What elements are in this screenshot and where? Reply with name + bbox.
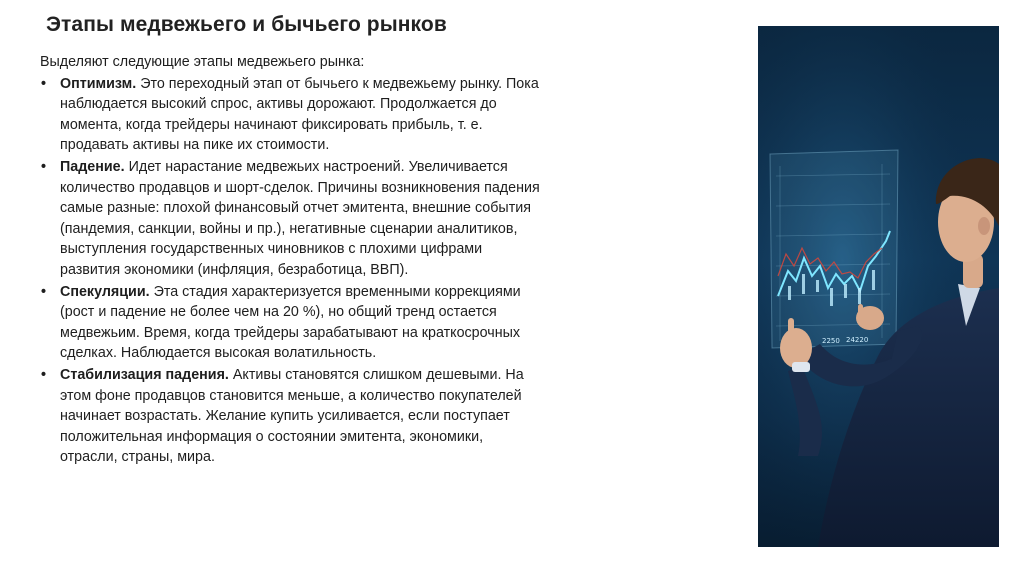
- stage-text: Эта стадия характеризуется временными коррекциями (рост и падение не более чем на 20 %), но общий тренд остается медвежьим. Время, когда трейдеры зарабатывают на краткосрочных сделках. Наблюдается высокая волатильность.: [60, 283, 521, 362]
- stage-term: Оптимизм.: [60, 75, 137, 92]
- list-item: [40, 74, 540, 156]
- stage-text: Это переходный этап от бычьего к медвежьему рынку. Пока наблюдается высокий спрос, активы дорожают. Продолжается до момента, когда трейдеры начинают фиксировать прибыль, т. е. продавать активы на пике их стоимости.: [60, 75, 539, 154]
- businessman-touch-chart-photo: [758, 26, 999, 547]
- slide-title: Этапы медвежьего и бычьего рынков: [46, 13, 447, 36]
- stage-text: Идет нарастание медвежьих настроений. Увеличивается количество продавцов и шорт-сделок. Причины возникновения падения самые разные: плохой финансовый отчет эмитента, внешние события (пандемия, санкции, войны и пр.), негативные сценарии аналитиков, выступления государственных чиновников с плохими цифрами развития экономики (инфляция, безработица, ВВП).: [60, 158, 540, 278]
- intro-text: Выделяют следующие этапы медвежьего рынка:: [40, 54, 365, 70]
- bullet-icon: •: [41, 366, 47, 383]
- bullet-icon: •: [41, 75, 47, 92]
- list-item: [40, 157, 540, 281]
- stages-list: [40, 74, 540, 468]
- stage-term: Падение.: [60, 158, 125, 175]
- list-item: [40, 282, 540, 364]
- screen-label-right: 24220: [846, 336, 869, 344]
- bullet-icon: •: [41, 283, 47, 300]
- stage-term: Стабилизация падения.: [60, 366, 229, 383]
- stage-term: Спекуляции.: [60, 283, 150, 300]
- photo-illustration: [758, 26, 999, 547]
- bullet-icon: •: [41, 158, 47, 175]
- content-block: [40, 52, 540, 469]
- list-item: [40, 365, 540, 468]
- stage-text: Активы становятся слишком дешевыми. На этом фоне продавцов становится меньше, а количество покупателей начинает возрастать. Желание купить усиливается, если поступает положительная информация о состоянии эмитента, экономики, отрасли, страны, мира.: [60, 366, 524, 466]
- screen-label-left: 2250: [822, 337, 840, 345]
